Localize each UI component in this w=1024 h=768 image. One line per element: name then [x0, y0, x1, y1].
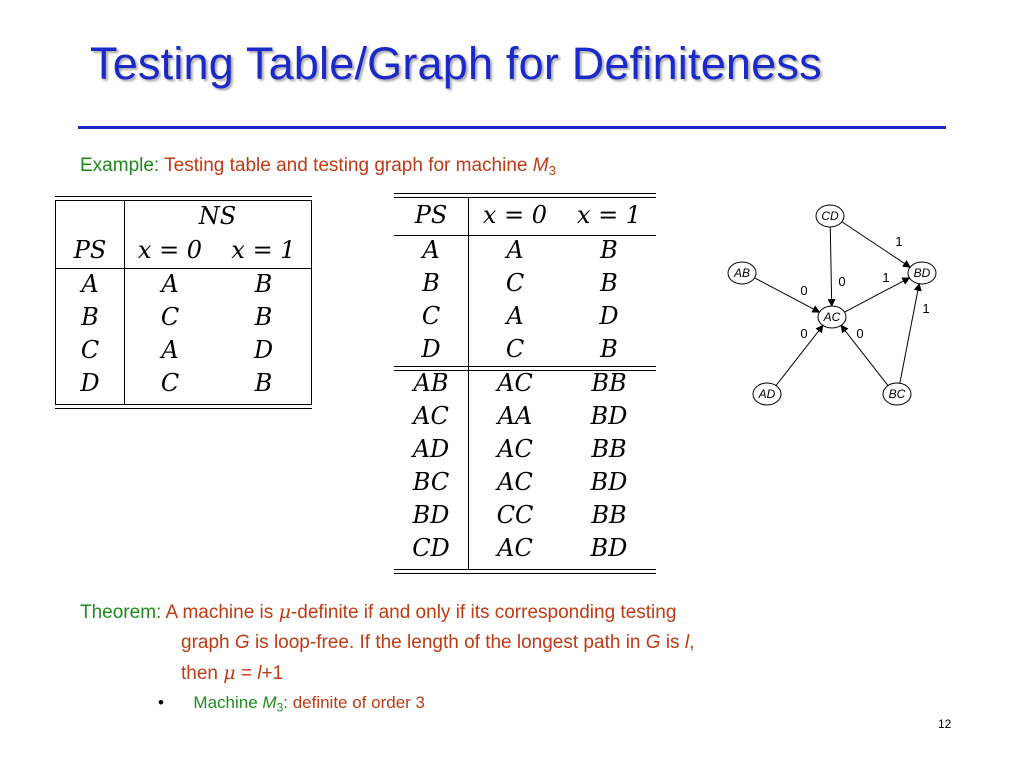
edge-bc-ac [841, 325, 889, 386]
table2-top-cell: B [600, 236, 618, 264]
table2-top-cell: A [506, 236, 524, 264]
table1-cell: C [80, 336, 100, 364]
table2-top-cell: A [506, 302, 524, 330]
table2-bottom-cell: CD [412, 534, 450, 562]
mu-symbol-2: μ [223, 662, 236, 684]
table2-top-cell: B [422, 269, 440, 297]
table2-bottom-cell: BD [590, 534, 628, 562]
table2-header-ps: PS [414, 201, 448, 229]
bullet-machine-label: Machine [193, 693, 258, 712]
bullet-colon: : [283, 693, 288, 712]
graph-symbol: G [234, 632, 250, 653]
edge-label: 0 [856, 326, 864, 341]
table1-header-x0: x = 0 [137, 236, 203, 264]
table1-row [56, 367, 311, 400]
edge-ab-ac [754, 277, 820, 312]
edge-label: 1 [895, 234, 903, 249]
node-label: AC [823, 310, 841, 324]
table2-top-cell: B [600, 269, 618, 297]
length-symbol-2: l [257, 663, 262, 684]
table2-top-cell: C [505, 335, 525, 363]
table1-row [56, 301, 311, 334]
machine-symbol: M [532, 155, 549, 176]
table1-cell: A [161, 270, 179, 298]
table2-bottom-cell: BD [412, 501, 450, 529]
table2-bottom-cell: AD [412, 435, 450, 463]
table2-header-x0: x = 0 [482, 201, 548, 229]
theorem-text-2b: is loop-free. If the length of the longest path in [254, 632, 641, 653]
table2-top-row [394, 234, 656, 267]
theorem-text-2c: is [665, 632, 680, 653]
theorem-text-3a: then [181, 663, 218, 684]
table2-bottom-cell: AC [497, 369, 533, 397]
table1-row [56, 334, 311, 367]
table1-header-ps: PS [73, 236, 107, 264]
table1-cell: D [80, 369, 100, 397]
table1-cell: A [161, 336, 179, 364]
equals-sign: = [240, 663, 253, 684]
edge-cd-ac [830, 226, 831, 306]
table2-bottom-cell: AC [497, 534, 533, 562]
page-title: Testing Table/Graph for Definiteness [90, 38, 822, 89]
table2-top-row [394, 300, 656, 333]
table2-bottom-cell: BB [591, 435, 627, 463]
table2-top-cell: C [421, 302, 441, 330]
title-underline [78, 126, 946, 129]
bullet-machine-subscript: 3 [276, 700, 284, 715]
table2-bottom-cell: BD [590, 468, 628, 496]
table2-top-cell: A [422, 236, 440, 264]
table2-bottom-cell: BB [591, 369, 627, 397]
node-label: AB [733, 266, 751, 280]
bullet-machine-symbol: M [262, 693, 277, 712]
page-number: 12 [938, 717, 952, 731]
table1-cell: B [81, 303, 99, 331]
edge-ad-ac [775, 325, 823, 386]
table2-bottom-row [394, 400, 656, 433]
table2-top-row [394, 267, 656, 300]
theorem-label: Theorem: [80, 602, 162, 623]
edge-ac-bd [844, 278, 910, 313]
bullet-text: definite of order 3 [292, 693, 425, 712]
example-text: Testing table and testing graph for machine [164, 155, 528, 176]
example-label: Example: [80, 155, 160, 176]
bullet-icon: • [158, 693, 164, 712]
table2-bottom-row [394, 499, 656, 532]
testing-graph [700, 190, 950, 420]
table2-top-cell: C [505, 269, 525, 297]
table2-bottom-cell: CC [496, 501, 534, 529]
example-line [80, 155, 556, 178]
table2-top-cell: D [599, 302, 619, 330]
node-label: CD [821, 209, 839, 223]
ns-header: NS [198, 202, 237, 230]
edge-bc-bd [900, 284, 920, 384]
node-label: BC [888, 387, 906, 401]
table2-top-row [394, 333, 656, 366]
node-label: BD [913, 266, 931, 280]
table1-cell: C [160, 369, 180, 397]
table1-cell: B [254, 303, 273, 331]
length-symbol: l [684, 632, 690, 653]
table1-cell: B [254, 369, 273, 397]
table2-bottom-row [394, 367, 656, 400]
table1-cell: B [254, 270, 273, 298]
theorem-text-1a: A machine is [165, 602, 274, 623]
machine-subscript: 3 [548, 162, 556, 178]
table2-top-cell: D [421, 335, 441, 363]
bullet-item [158, 693, 425, 715]
theorem-comma: , [689, 632, 695, 653]
edge-label: 0 [800, 283, 808, 298]
theorem-text-1b: -definite if and only if its corresponding testing [290, 602, 677, 623]
edge-label: 1 [882, 270, 890, 285]
table2-top-cell: B [600, 335, 618, 363]
edge-label: 0 [838, 274, 846, 289]
theorem [80, 597, 694, 689]
table2-bottom-cell: AC [497, 435, 533, 463]
table2-bottom-cell: AA [497, 402, 533, 430]
table2-bottom-row [394, 433, 656, 466]
table1-cell: D [253, 336, 274, 364]
node-label: AD [758, 387, 776, 401]
table1-header-x1: x = 1 [231, 236, 296, 264]
table1-cell: A [81, 270, 99, 298]
table2-bottom-cell: BB [591, 501, 627, 529]
table2-header-x1: x = 1 [576, 201, 642, 229]
plus-one: +1 [261, 663, 284, 684]
mu-symbol: μ [278, 601, 291, 623]
table1-row [56, 268, 311, 301]
table2-bottom-cell: AC [497, 468, 533, 496]
table2-bottom-cell: BD [590, 402, 628, 430]
graph-symbol-2: G [645, 632, 661, 653]
table2-bottom-row [394, 466, 656, 499]
table2-bottom-cell: AC [413, 402, 449, 430]
theorem-text-2a: graph [181, 632, 230, 653]
table1-cell: C [160, 303, 180, 331]
table2-bottom-row [394, 532, 656, 565]
edge-label: 0 [800, 326, 808, 341]
table2-bottom-cell: BC [412, 468, 450, 496]
table2-bottom-cell: AB [413, 369, 449, 397]
edge-label: 1 [922, 301, 930, 316]
